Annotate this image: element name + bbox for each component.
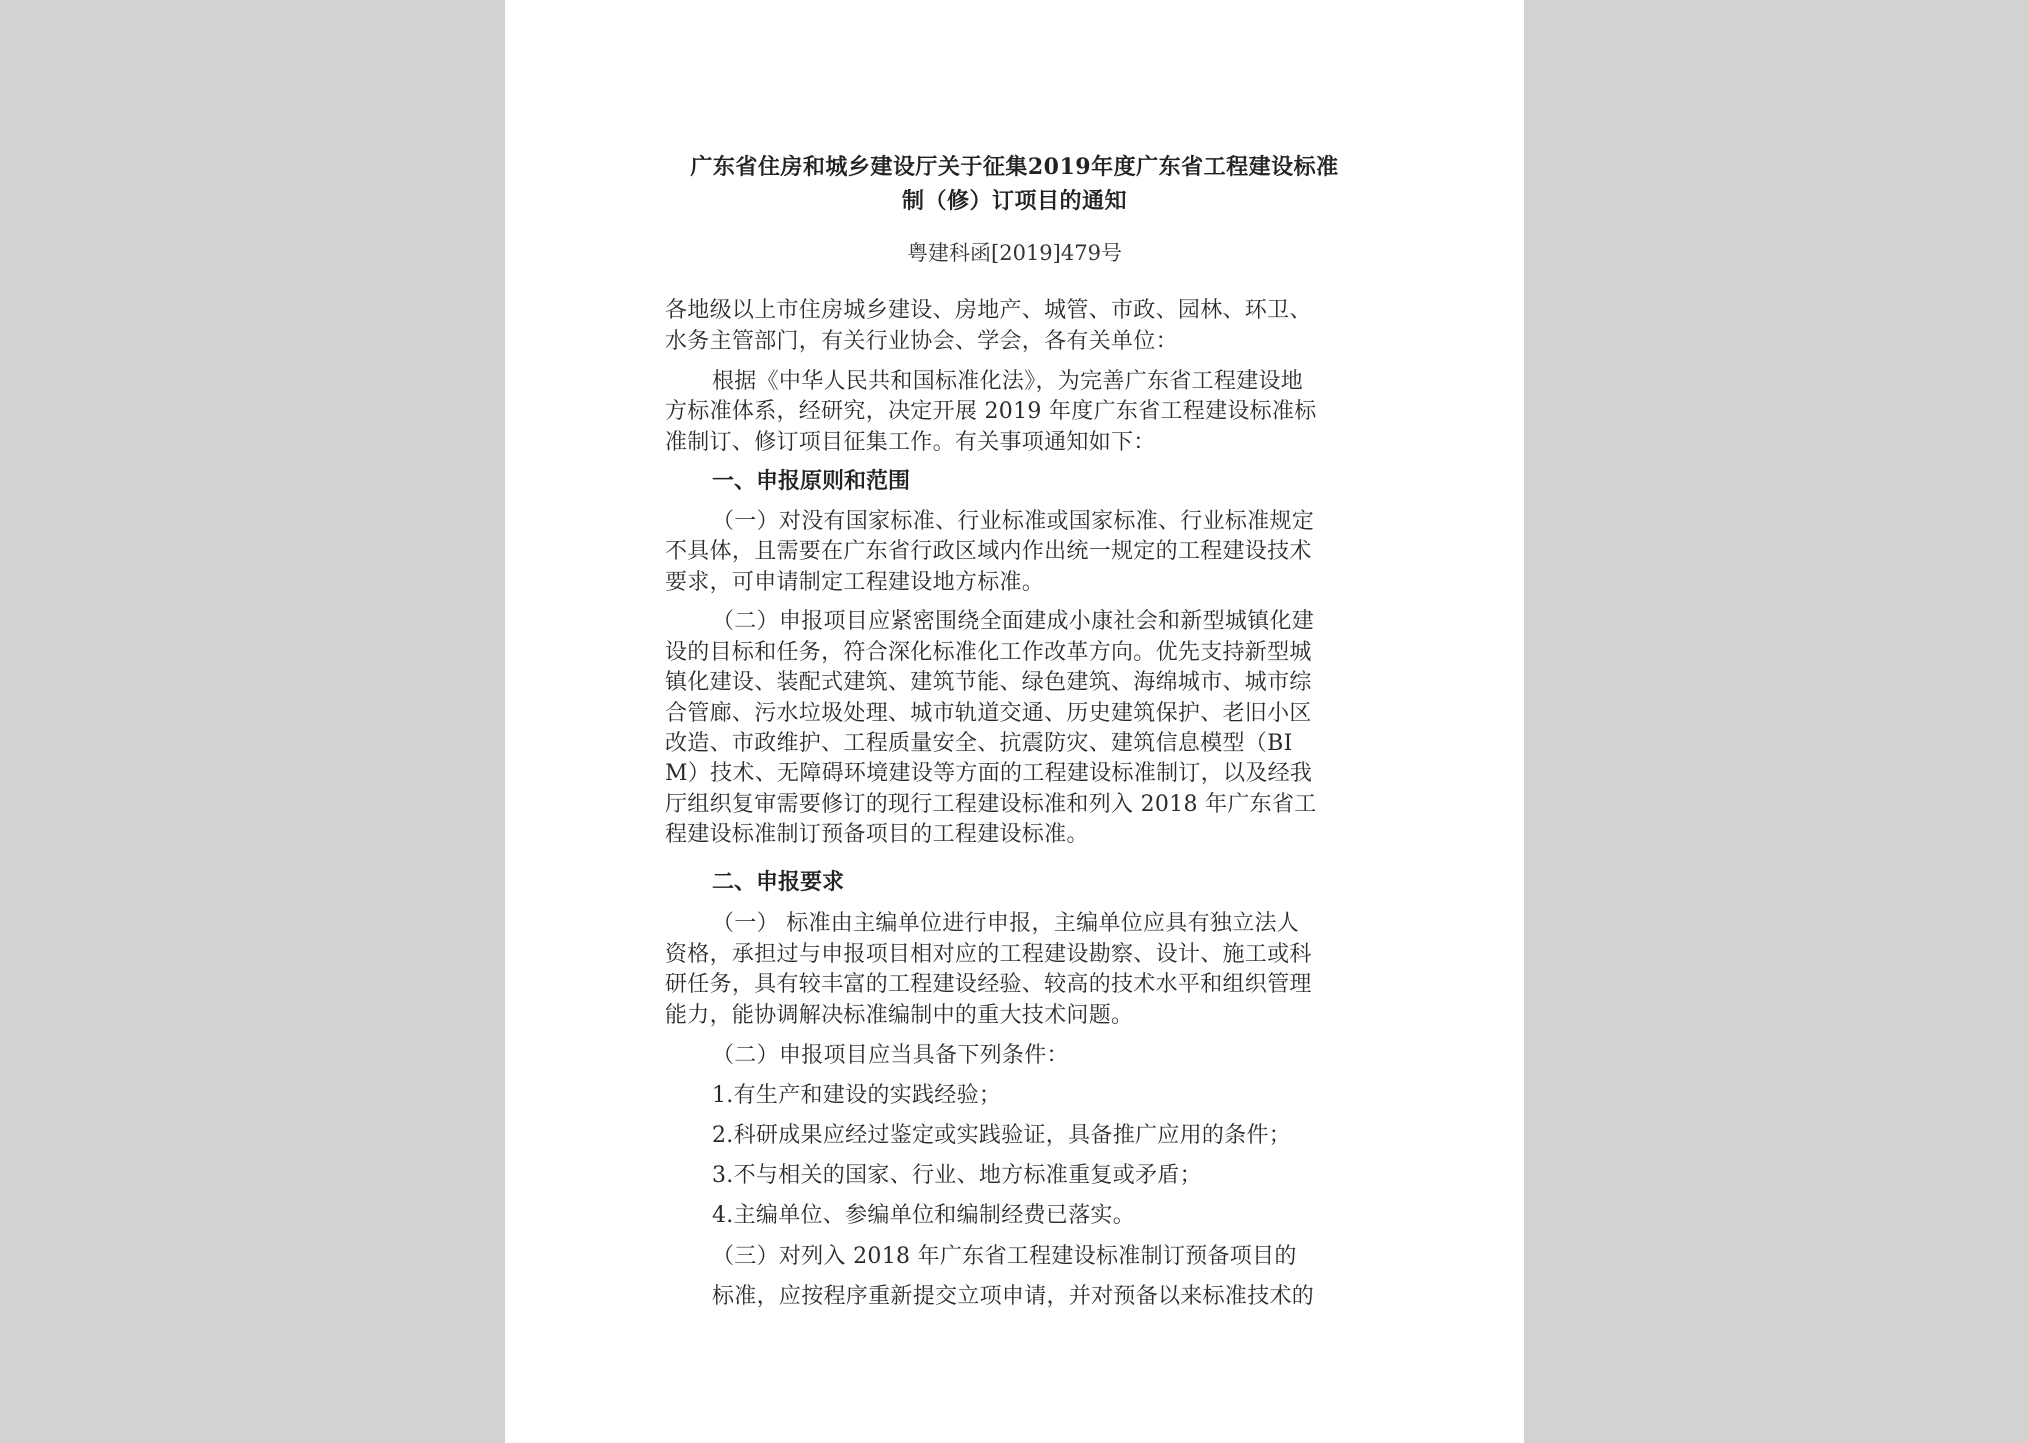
text-line: 研任务，具有较丰富的工程建设经验、较高的技术水平和组织管理 [665, 972, 1312, 997]
text-line: 各地级以上市住房城乡建设、房地产、城管、市政、园林、环卫、 [665, 298, 1312, 323]
text-line: 合管廊、污水垃圾处理、城市轨道交通、历史建筑保护、老旧小区 [665, 701, 1312, 726]
list-item: 2.科研成果应经过鉴定或实践验证，具备推广应用的条件； [712, 1123, 1292, 1148]
list-item: 1.有生产和建设的实践经验； [712, 1083, 1002, 1108]
text-line: 不具体，且需要在广东省行政区域内作出统一规定的工程建设技术 [665, 539, 1312, 564]
text-line: M）技术、无障碍环境建设等方面的工程建设标准制订，以及经我 [665, 761, 1313, 786]
document-page [505, 0, 1524, 1443]
text-line: 能力，能协调解决标准编制中的重大技术问题。 [665, 1003, 1134, 1028]
section-heading-1: 一、申报原则和范围 [712, 468, 911, 494]
list-item: 3.不与相关的国家、行业、地方标准重复或矛盾； [712, 1163, 1202, 1188]
text-line: 准制订、修订项目征集工作。有关事项通知如下： [665, 430, 1156, 455]
document-title-line-1: 广东省住房和城乡建设厅关于征集2019年度广东省工程建设标准 [690, 154, 1339, 180]
text-line: 方标准体系，经研究，决定开展 2019 年度广东省工程建设标准标 [665, 399, 1317, 424]
text-line: （二）申报项目应紧密围绕全面建成小康社会和新型城镇化建 [712, 609, 1315, 634]
text-line: 根据《中华人民共和国标准化法》，为完善广东省工程建设地 [712, 369, 1304, 394]
text-line: （三）对列入 2018 年广东省工程建设标准制订预备项目的 [712, 1244, 1297, 1269]
text-line: （一） 标准由主编单位进行申报，主编单位应具有独立法人 [712, 911, 1300, 936]
section-heading-2: 二、申报要求 [712, 869, 845, 895]
text-line: 水务主管部门，有关行业协会、学会，各有关单位： [665, 329, 1178, 354]
document-title-line-2: 制（修）订项目的通知 [901, 188, 1127, 214]
text-line: 资格，承担过与申报项目相对应的工程建设勘察、设计、施工或科 [665, 942, 1312, 967]
text-line: （二）申报项目应当具备下列条件： [712, 1043, 1069, 1068]
list-item: 4.主编单位、参编单位和编制经费已落实。 [712, 1203, 1135, 1228]
text-line: 镇化建设、装配式建筑、建筑节能、绿色建筑、海绵城市、城市综 [665, 670, 1312, 695]
text-line: 改造、市政维护、工程质量安全、抗震防灾、建筑信息模型（BI [665, 731, 1293, 756]
document-number: 粤建科函[2019]479号 [907, 241, 1122, 265]
text-line: 设的目标和任务，符合深化标准化工作改革方向。优先支持新型城 [665, 640, 1312, 665]
text-line: 程建设标准制订预备项目的工程建设标准。 [665, 822, 1089, 847]
text-line: 厅组织复审需要修订的现行工程建设标准和列入 2018 年广东省工 [665, 792, 1317, 817]
text-line: （一）对没有国家标准、行业标准或国家标准、行业标准规定 [712, 509, 1315, 534]
text-line: 标准，应按程序重新提交立项申请，并对预备以来标准技术的 [712, 1284, 1315, 1309]
text-line: 要求，可申请制定工程建设地方标准。 [665, 570, 1045, 595]
